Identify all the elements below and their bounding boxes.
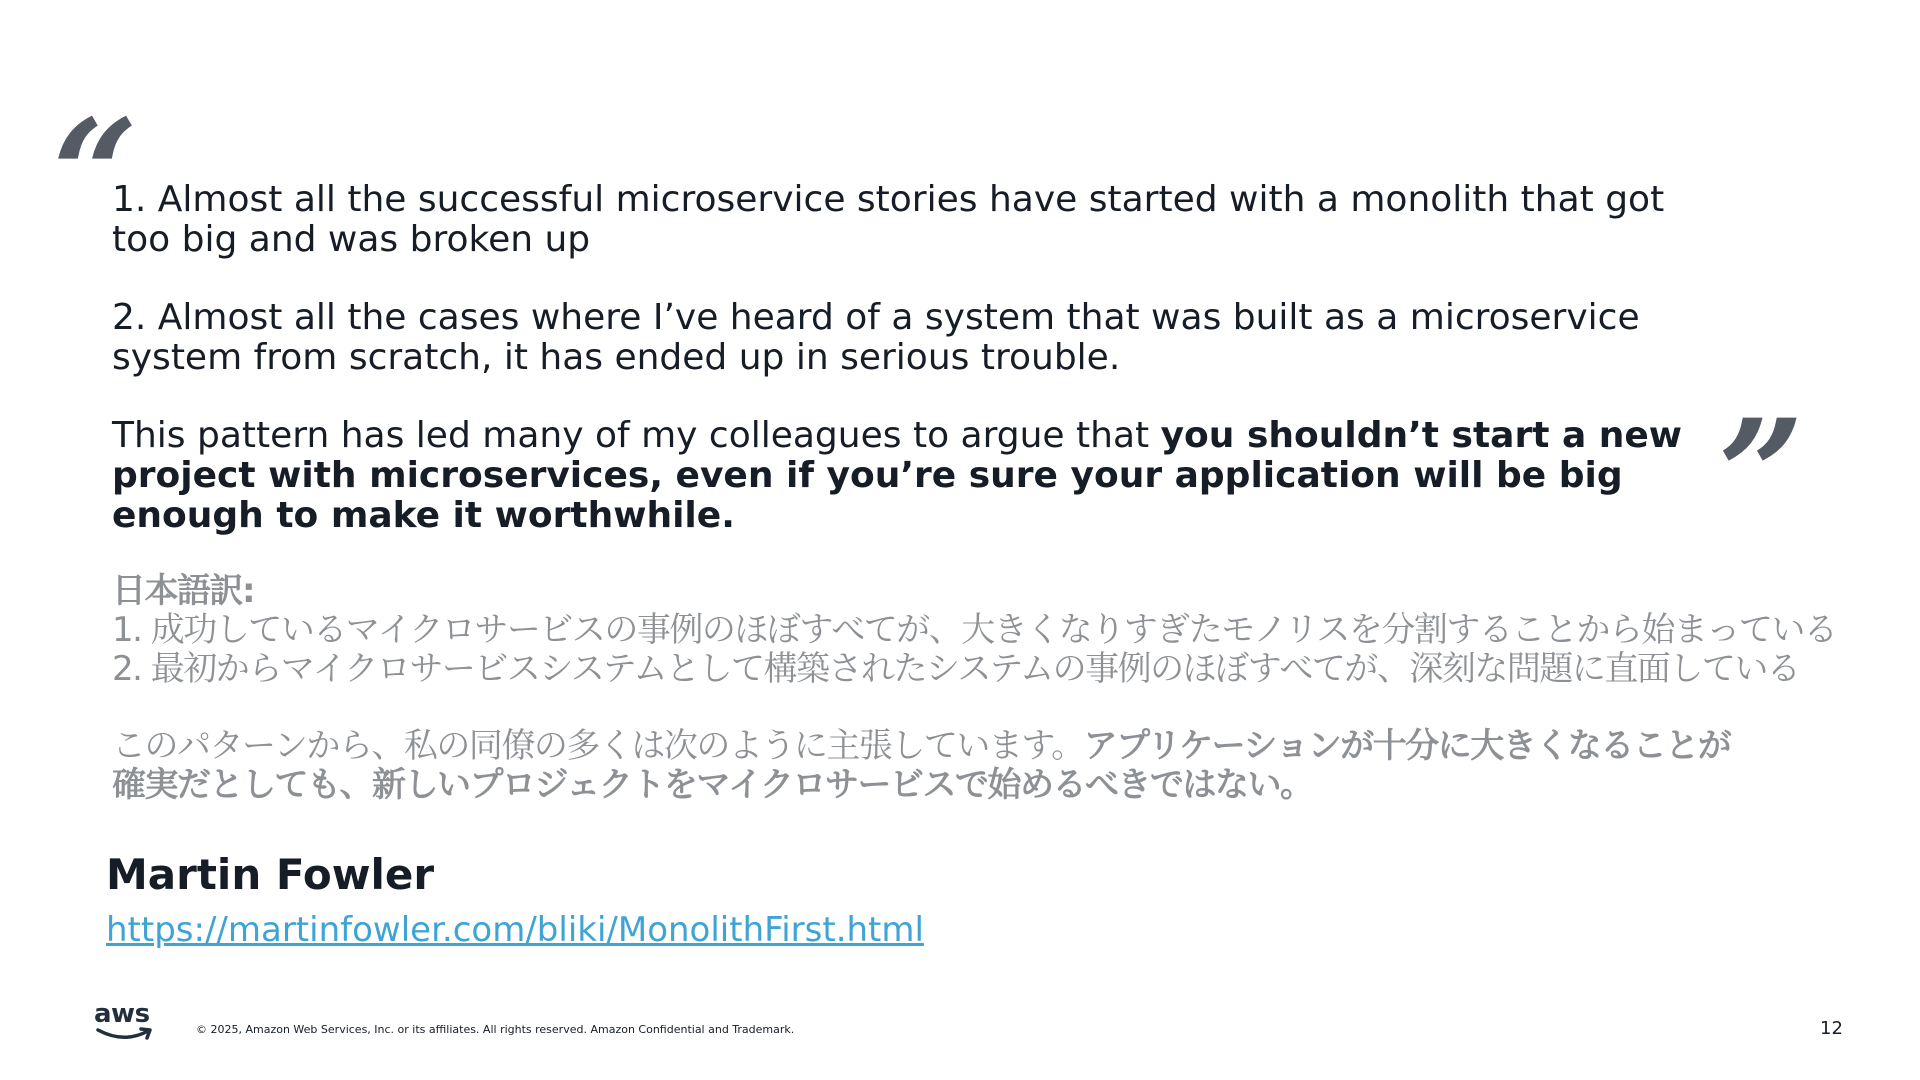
page-number: 12: [1820, 1018, 1843, 1039]
japanese-conclusion-bold: アプリケーションが十分に大きくなることが確実だとしても、新しいプロジェクトをマイクロサービスで始めるべきではない。: [112, 726, 1731, 805]
copyright-notice: © 2025, Amazon Web Services, Inc. or its affiliates. All rights reserved. Amazon Confidential and Trademark.: [196, 1023, 795, 1036]
aws-logo: [94, 999, 154, 1042]
aws-smile-icon: [96, 1026, 154, 1042]
japanese-point-1: 1. 成功しているマイクロサービスの事例のほぼすべてが、大きくなりすぎたモノリスを分割することから始まっている: [112, 610, 1837, 650]
japanese-point-2: 2. 最初からマイクロサービスシステムとして構築されたシステムの事例のほぼすべてが、深刻な問題に直面している: [112, 649, 1800, 689]
japanese-conclusion-lead: このパターンから、私の同僚の多くは次のように主張しています。: [112, 726, 1084, 766]
japanese-translation: [112, 571, 1837, 805]
quote-point-2: 2. Almost all the cases where I’ve heard of a system that was built as a microservice system from scratch, it has ended up in serious trouble.: [112, 297, 1640, 378]
quote-conclusion-bold: you shouldn’t start a new project with microservices, even if you’re sure your application will be big enough to make it worthwhile.: [112, 415, 1683, 536]
aws-logo-text: aws: [94, 999, 150, 1029]
quote-conclusion-lead: This pattern has led many of my colleagues to argue that: [112, 415, 1161, 456]
japanese-heading: 日本語訳:: [112, 571, 255, 611]
close-quote-icon: ”: [1718, 387, 1805, 563]
quote-point-1: 1. Almost all the successful microservice stories have started with a monolith that got too big and was broken up: [112, 179, 1665, 260]
author-name: Martin Fowler: [106, 850, 435, 899]
open-quote-icon: “: [52, 87, 139, 263]
quote-body: [112, 180, 1712, 574]
quote-conclusion: [112, 416, 1712, 536]
source-link[interactable]: https://martinfowler.com/bliki/MonolithFirst.html: [106, 910, 924, 950]
japanese-conclusion: [112, 727, 1732, 805]
